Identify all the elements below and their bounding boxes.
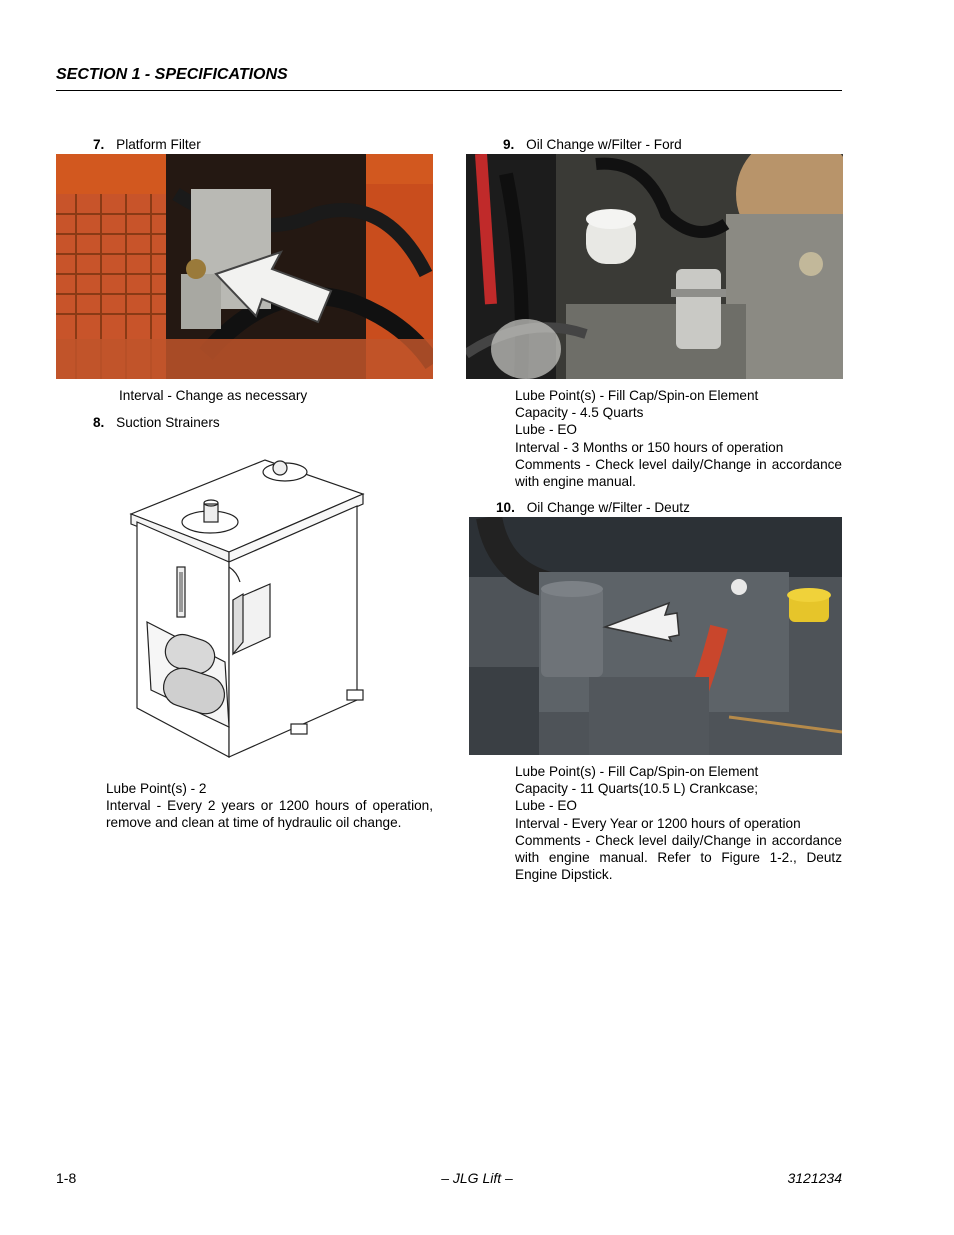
item9-line-comments: Comments - Check level daily/Change in accordance with engine manual. [515,456,842,490]
item7-details [119,387,439,404]
item9-title: Oil Change w/Filter - Ford [526,137,682,152]
section-title: SECTION 1 - SPECIFICATIONS [56,66,288,83]
footer-page-number: 1-8 [56,1170,77,1186]
item10-line-comments: Comments - Check level daily/Change in accordance with engine manual. Refer to Figure 1-2., Deutz Engine Dipstick. [515,832,842,883]
item7-number: 7. [93,137,105,152]
item8-number: 8. [93,415,105,430]
deutz-oil-filter-photo [469,517,842,755]
item10-line-lube: Lube - EO [515,798,577,814]
item10-line-interval: Interval - Every Year or 1200 hours of operation [515,815,801,831]
item10-number: 10. [496,500,515,515]
footer-doc-number: 3121234 [787,1170,842,1186]
item8-title: Suction Strainers [116,415,220,430]
item8-line-lube-points: Lube Point(s) - 2 [106,781,207,796]
item9-line-lube-points: Lube Point(s) - Fill Cap/Spin-on Element [515,388,759,403]
item7-title: Platform Filter [116,137,201,152]
hydraulic-tank-drawing [125,432,375,762]
item10-line-lube-points: Lube Point(s) - Fill Cap/Spin-on Element [515,764,759,779]
item7-caption [93,136,201,153]
section-header [56,66,842,91]
item8-details [106,780,433,832]
item9-line-lube: Lube - EO [515,422,577,438]
ford-oil-filter-photo [466,154,843,379]
item9-line-interval: Interval - 3 Months or 150 hours of operation [515,439,784,455]
item8-line-interval: Interval - Every 2 years or 1200 hours of operation, remove and clean at time of hydraulic oil change. [106,798,433,831]
item10-caption [496,499,690,516]
item9-caption [503,136,682,153]
item10-title: Oil Change w/Filter - Deutz [526,500,690,515]
footer-center: – JLG Lift – [441,1170,513,1186]
item9-number: 9. [503,137,515,152]
item9-line-capacity: Capacity - 4.5 Quarts [515,405,644,421]
item8-caption [93,414,220,431]
item10-line-capacity: Capacity - 11 Quarts(10.5 L) Crankcase; [515,781,759,797]
platform-filter-photo [56,154,433,379]
item9-details [515,387,842,490]
item10-details [515,763,842,883]
item7-line-interval: Interval - Change as necessary [119,388,308,403]
